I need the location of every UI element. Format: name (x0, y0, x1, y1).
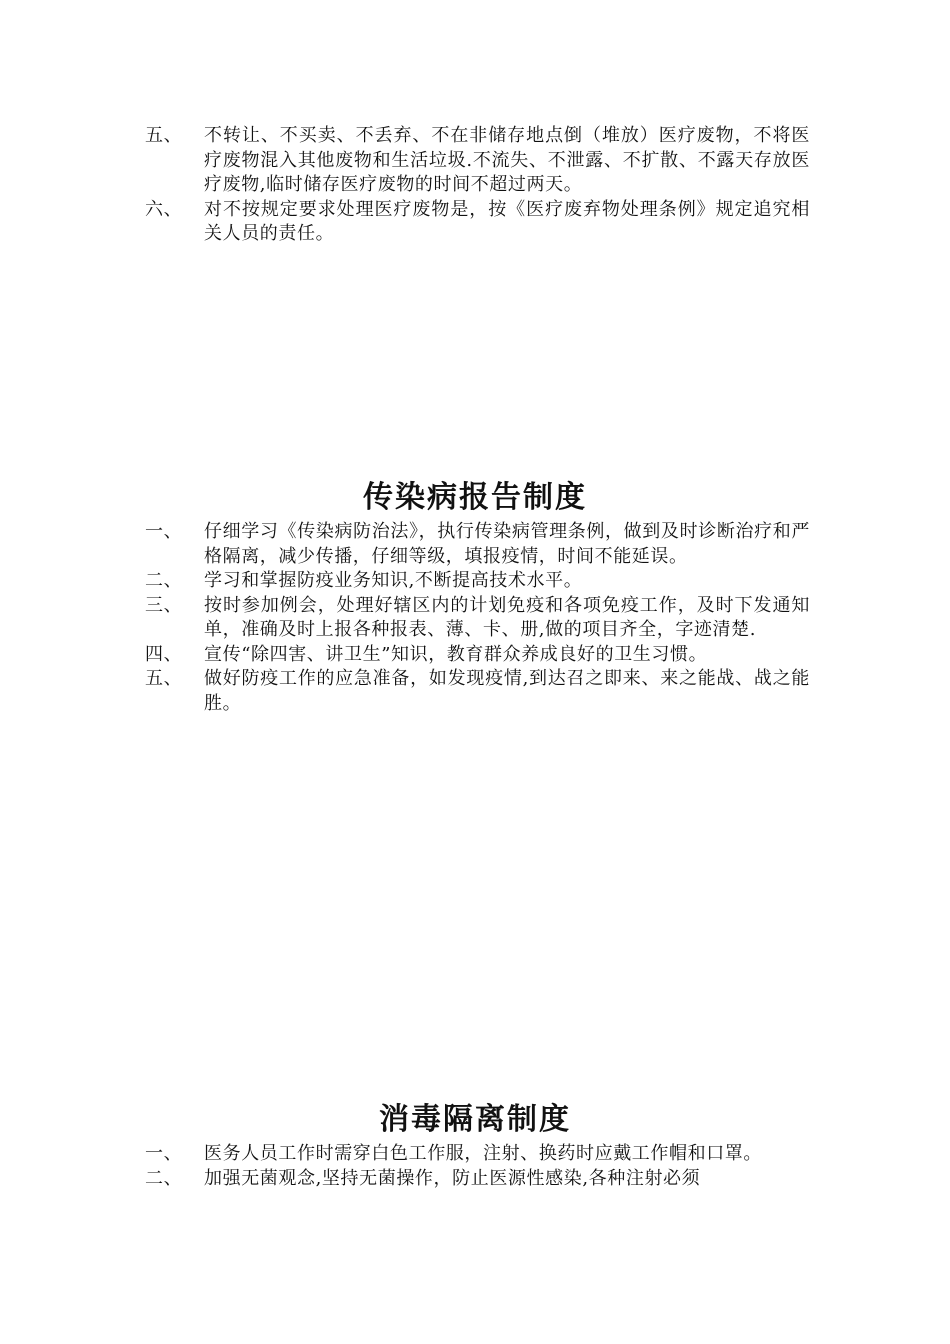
list-item (0, 594, 810, 643)
item-text: 做好防疫工作的应急准备，如发现疫情,到达召之即来、来之能战、战之能胜。 (204, 668, 810, 714)
item-text: 医务人员工作时需穿白色工作服，注射、换药时应戴工作帽和口罩。 (204, 1143, 762, 1164)
list-item (0, 520, 810, 569)
item-marker: 四、 (145, 643, 183, 665)
list-item (0, 1167, 810, 1192)
item-text: 仔细学习《传染病防治法》，执行传染病管理条例，做到及时诊断治疗和严格隔离，减少传播，仔细等级，填报疫情，时间不能延误。 (204, 521, 810, 567)
item-marker: 二、 (145, 570, 183, 591)
section-title: 传染病报告制度 (363, 480, 587, 515)
disinfection-isolation-section (0, 1100, 950, 1191)
item-marker: 二、 (145, 1167, 183, 1189)
item-marker: 一、 (145, 1143, 183, 1164)
section-title: 消毒隔离制度 (379, 1102, 571, 1137)
medical-waste-list (0, 124, 950, 247)
item-marker: 五、 (145, 125, 183, 146)
medical-waste-section (0, 124, 950, 247)
item-text: 加强无菌观念,坚持无菌操作，防止医源性感染,各种注射必须 (204, 1167, 701, 1189)
list-item (0, 643, 810, 668)
list-item (0, 124, 810, 198)
list-item (0, 569, 810, 594)
infectious-disease-list (0, 520, 950, 716)
item-text: 按时参加例会，处理好辖区内的计划免疫和各项免疫工作，及时下发通知单，准确及时上报各种报表、薄、卡、册,做的项目齐全，字迹清楚. (204, 594, 810, 640)
item-marker: 一、 (145, 521, 183, 542)
item-text: 不转让、不买卖、不丢弃、不在非储存地点倒（堆放）医疗废物，不将医疗废物混入其他废物和生活垃圾.不流失、不泄露、不扩散、不露天存放医疗废物,临时储存医疗废物的时间不超过两天。 (204, 125, 810, 195)
item-marker: 三、 (145, 594, 183, 616)
list-item (0, 198, 810, 247)
list-item (0, 667, 810, 716)
infectious-disease-report-section (0, 478, 950, 716)
disinfection-list (0, 1142, 950, 1191)
item-text: 学习和掌握防疫业务知识,不断提高技术水平。 (204, 570, 583, 591)
list-item (0, 1142, 810, 1167)
item-text: 宣传“除四害、讲卫生”知识，教育群众养成良好的卫生习惯。 (204, 643, 708, 665)
item-marker: 五、 (145, 668, 183, 689)
item-text: 对不按规定要求处理医疗废物是，按《医疗废弃物处理条例》规定追究相关人员的责任。 (204, 198, 810, 244)
item-marker: 六、 (145, 198, 183, 220)
